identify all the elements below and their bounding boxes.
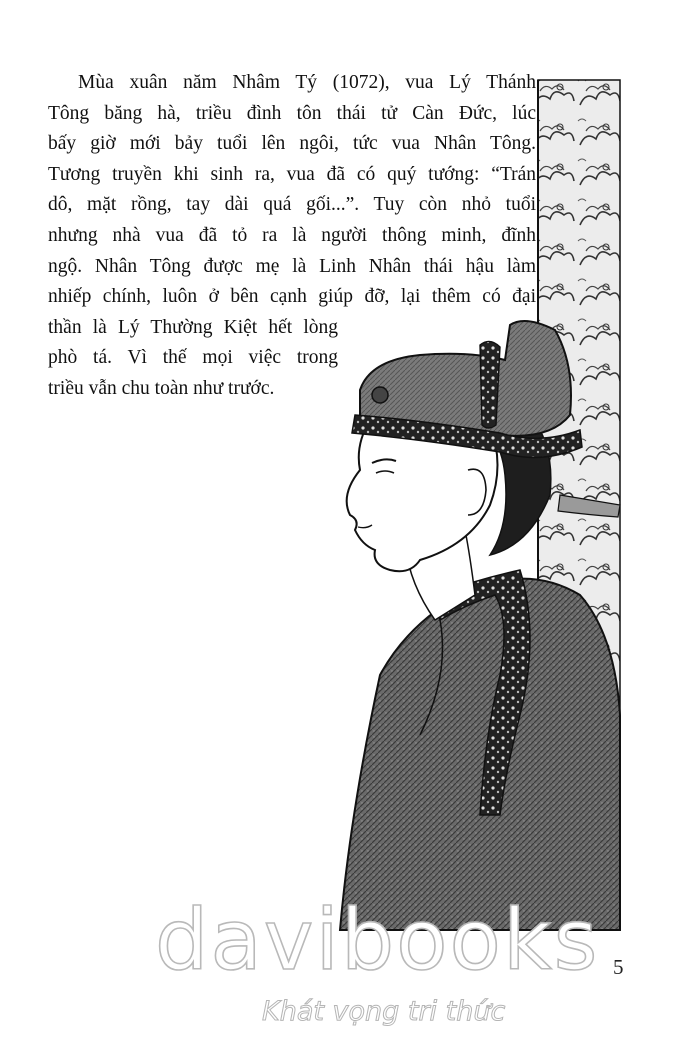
text-line: nhiếp chính, luôn ở bên cạnh giúp đỡ, lại thêm có đại [48, 286, 536, 308]
page-number: 5 [613, 955, 624, 979]
text-line: triều vẫn chu toàn như trước. [48, 377, 275, 399]
text-line: thần là Lý Thường Kiệt hết lòng [48, 316, 338, 338]
text-line: dô, mặt rồng, tay dài quá gối...”. Tuy còn nhỏ tuổi [48, 194, 536, 216]
text-line: ngộ. Nhân Tông được mẹ là Linh Nhân thái hậu làm [48, 255, 536, 277]
watermark-title: davibooks [155, 891, 600, 989]
text-line: nhưng nhà vua đã tỏ ra là người thông minh, đĩnh [48, 224, 536, 246]
text-line: Tông băng hà, triều đình tôn thái tử Càn Đức, lúc [48, 102, 536, 124]
king-portrait-icon [300, 75, 630, 935]
text-line: Mùa xuân năm Nhâm Tý (1072), vua Lý Thánh [78, 72, 536, 93]
text-line: bấy giờ mới bảy tuổi lên ngôi, tức vua Nhân Tông. [48, 133, 536, 155]
text-line: phò tá. Vì thế mọi việc trong [48, 347, 338, 369]
watermark-tagline: Khát vọng tri thức [262, 996, 506, 1027]
text-line: Tương truyền khi sinh ra, vua đã có quý tướng: “Trán [48, 163, 536, 185]
